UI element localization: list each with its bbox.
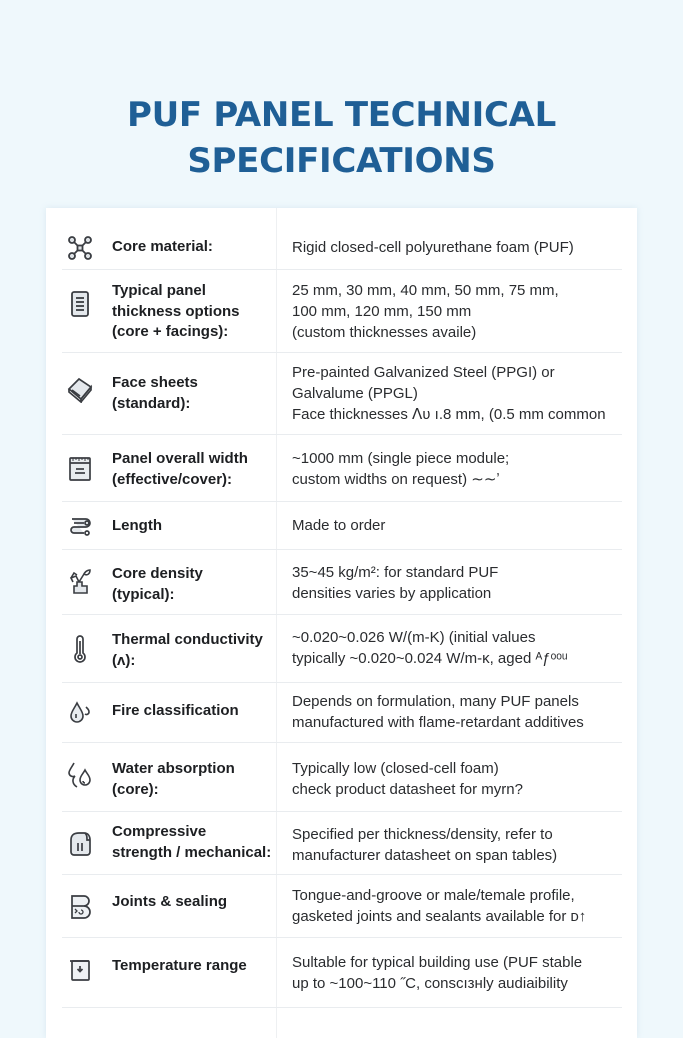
page-title-line-1: PUF PANEL TECHNICAL	[126, 95, 557, 135]
spec-value: Pre-painted Galvanized Steel (PPGI) or Galvalume (PPGL) Face thicknesses ꓥʋ ı.8 mm, (0.5 mm common	[292, 364, 606, 423]
ruler-panel-icon	[66, 455, 94, 483]
spec-label: Compressive strength / mechanical:	[112, 823, 272, 861]
length-cable-icon	[66, 512, 94, 540]
spec-row-temperature-range	[62, 938, 622, 1008]
specifications-table	[46, 208, 637, 1038]
spec-value: 25 mm, 30 mm, 40 mm, 50 mm, 75 mm, 100 mm, 120 mm, 150 mm (custom thicknesses availe)	[292, 282, 559, 341]
spec-value: ~1000 mm (single piece module; custom widths on request) ∼∼ʼ	[292, 450, 510, 488]
spec-label: Core density (typical):	[112, 565, 203, 603]
spec-value: ~0.020~0.026 W/(m-K) (initial values typically ~0.020~0.024 W/m-ĸ, aged ᴬƒᵒᵒᵘ	[292, 629, 568, 667]
density-plant-icon	[66, 567, 94, 595]
spec-label: Temperature range	[112, 957, 247, 974]
spec-value: 35~45 kg/m²: for standard PUF densities varies by application	[292, 564, 499, 602]
spec-label: Fire classification	[112, 702, 239, 719]
spec-label: Joints & sealing	[112, 893, 228, 910]
spec-label: Length	[112, 517, 162, 534]
spec-value: Tongue-and-groove or male/temale profile, gasketed joints and sealants available for ᴅ↑	[292, 887, 587, 925]
spec-row-face-sheets	[62, 353, 622, 435]
spec-row-core-material	[62, 208, 622, 270]
spec-label: Face sheets (standard):	[112, 374, 198, 412]
compression-block-icon	[66, 830, 94, 858]
spec-label: Water absorption (core):	[112, 760, 235, 798]
spec-value: Sultable for typical building use (PUF stable up to ~100~110 ˝C, conscıзнly auԁiaibility	[292, 954, 583, 992]
joint-seal-icon	[66, 893, 94, 921]
spec-value: Specified per thickness/density, refer to manufacturer datasheet on span tables)	[292, 826, 558, 864]
thermometer-icon	[66, 635, 94, 663]
spec-row-fire-classification	[62, 683, 622, 743]
spec-row-panel-width	[62, 435, 622, 502]
spec-row-water-absorption	[62, 743, 622, 812]
spec-value: Rigid closed-cell polyurethane foam (PUF)	[292, 239, 574, 256]
spec-value: Typically low (closed-cell foam) check product datasheet for myrn?	[292, 760, 523, 798]
spec-label: Thermal conductivity (ʌ):	[112, 631, 263, 669]
spec-row-length	[62, 502, 622, 550]
molecule-icon	[66, 234, 94, 262]
temperature-box-icon	[66, 956, 94, 984]
fire-drop-icon	[66, 698, 94, 726]
water-drops-icon	[66, 761, 94, 789]
spec-row-thermal-conductivity	[62, 615, 622, 683]
spec-value: Made to order	[292, 517, 386, 534]
spec-value: Depends on formulation, many PUF panels manufactured with flame-retardant additives	[292, 693, 584, 731]
spec-row-joints-sealing	[62, 875, 622, 938]
spec-row-core-density	[62, 550, 622, 615]
spec-row-panel-thickness	[62, 270, 622, 353]
spec-row-compressive-strength	[62, 812, 622, 875]
document-icon	[66, 290, 94, 318]
page-title-line-2: SPECIFICATIONS	[187, 141, 496, 181]
stacked-sheets-icon	[66, 375, 94, 403]
spec-label: Panel overall width (effective/cover):	[112, 450, 248, 488]
page-title	[0, 92, 683, 184]
spec-label: Typical panel thickness options (core + facings):	[112, 282, 240, 340]
spec-label: Core material:	[112, 238, 213, 255]
